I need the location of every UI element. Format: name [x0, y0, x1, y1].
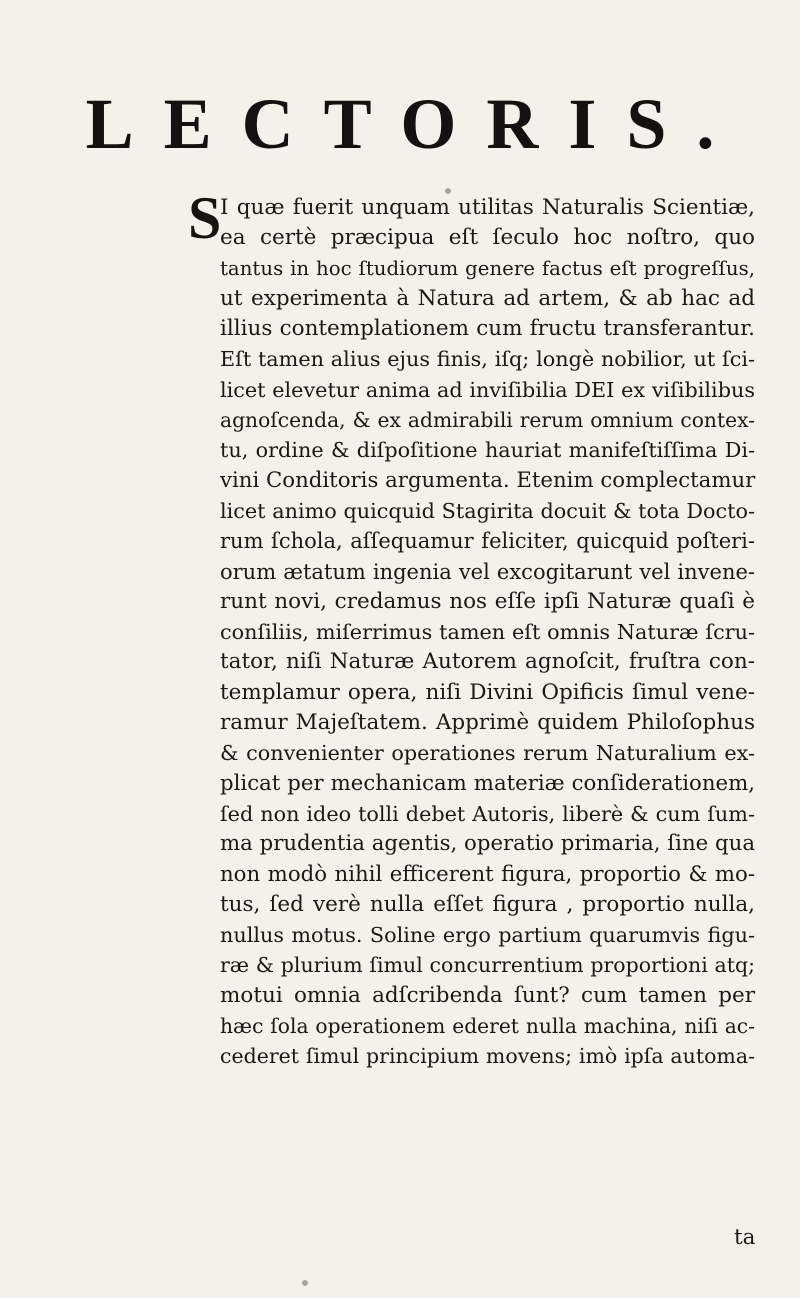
text-line: hæc ſola operationem ederet nulla machina, niſi ac-	[220, 1014, 755, 1039]
text-line: licet elevetur anima ad inviſibilia DEI ex viſibilibus	[220, 377, 755, 402]
text-line: vini Conditoris argumenta. Etenim complectamur	[220, 467, 756, 493]
text-line: tu, ordine & diſpoſitione hauriat manifeſtiſſima Di-	[220, 438, 755, 463]
catchword: ta	[734, 1225, 756, 1250]
text-line: orum ætatum ingenia vel excogitarunt vel invene-	[220, 559, 755, 584]
text-line: templamur opera, niſi Divini Opificis ſimul vene-	[220, 679, 755, 705]
text-line: cederet ſimul principium movens; imò ipſa automa-	[220, 1044, 755, 1069]
text-line: licet animo quicquid Stagirita docuit & tota Docto-	[220, 498, 755, 523]
text-line: ſed non ideo tolli debet Autoris, liberè & cum ſum-	[220, 801, 755, 826]
text-line: tator, niſi Naturæ Autorem agnoſcit, fruſtra con-	[220, 649, 755, 675]
text-line: runt novi, credamus nos eſſe ipſi Naturæ quaſi è	[220, 588, 755, 614]
ink-speck	[445, 188, 451, 194]
text-line: & convenienter operationes rerum Naturalium ex-	[220, 741, 755, 766]
text-line: ræ & plurium ſimul concurrentium proportioni atq;	[220, 953, 755, 978]
drop-cap-initial: S	[188, 185, 222, 251]
text-line: ut experimenta à Natura ad artem, & ab hac ad	[220, 285, 755, 311]
text-line: conſiliis, miſerrimus tamen eſt omnis Naturæ ſcru-	[220, 620, 755, 645]
body-text	[220, 193, 755, 1072]
text-line: nullus motus. Soline ergo partium quarumvis figu-	[220, 923, 755, 948]
text-line: ea certè præcipua eſt ſeculo hoc noſtro, quo	[220, 225, 755, 251]
text-line: rum ſchola, aſſequamur feliciter, quicquid poſteri-	[220, 529, 755, 554]
text-line: non modò nihil efficerent figura, proportio & mo-	[220, 861, 755, 887]
text-line: ma prudentia agentis, operatio primaria, ſine qua	[220, 831, 755, 857]
text-line: agnoſcenda, & ex admirabili rerum omnium contex-	[220, 408, 755, 433]
text-line: ramur Majeſtatem. Apprimè quidem Philoſophus	[220, 710, 755, 736]
text-line: illius contemplationem cum fructu transferantur.	[220, 316, 755, 342]
ink-speck	[302, 1280, 308, 1286]
text-line: Eſt tamen alius ejus finis, iſq; longè nobilior, ut ſci-	[220, 347, 755, 372]
text-line: tus, ſed verè nulla eſſet figura , proportio nulla,	[220, 891, 755, 917]
text-line: I quæ fuerit unquam utilitas Naturalis Scientiæ,	[220, 195, 755, 220]
page-heading: LECTORIS.	[85, 84, 745, 164]
text-line: plicat per mechanicam materiæ conſiderationem,	[220, 770, 755, 796]
text-line: tantus in hoc ſtudiorum genere factus eſt progreſſus,	[220, 256, 755, 280]
text-line: motui omnia adſcribenda ſunt? cum tamen per	[220, 982, 755, 1008]
